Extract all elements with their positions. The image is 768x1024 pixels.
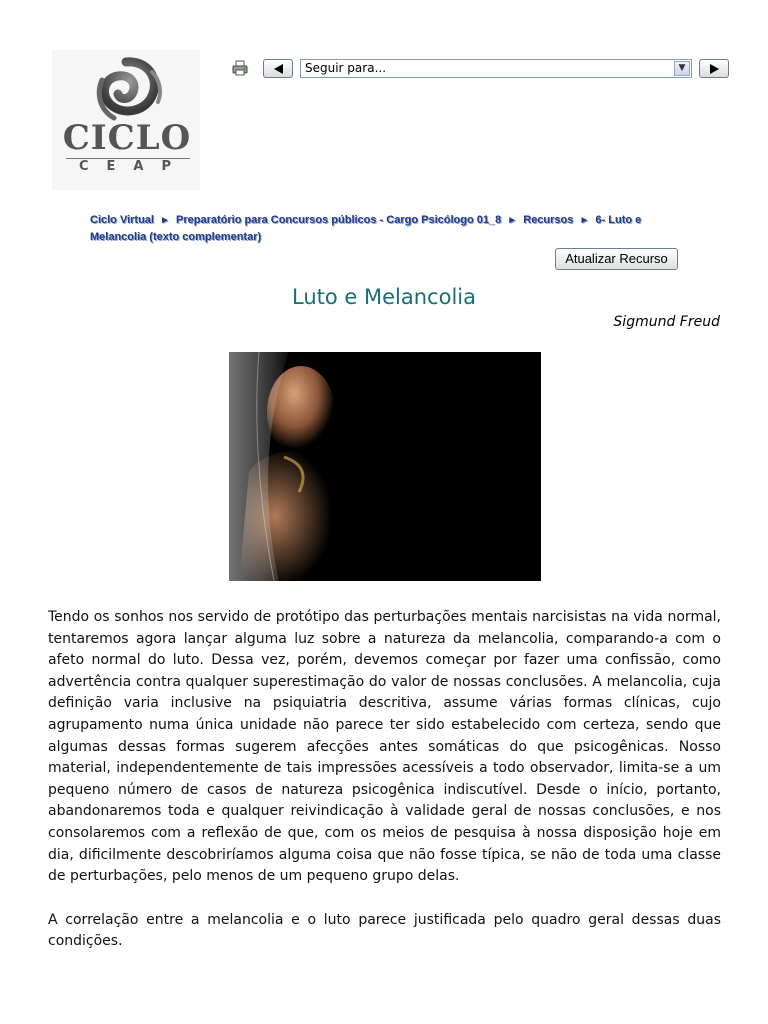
logo-wordmark: CICLO [62,118,192,158]
logo-subtitle: CEAP [66,158,190,174]
author-name: Sigmund Freud [613,314,720,330]
breadcrumb-separator-icon: ► [160,215,170,226]
breadcrumb-link-ciclo-virtual[interactable]: Ciclo Virtual [90,214,154,226]
breadcrumb-link-resources[interactable]: Recursos [523,214,574,226]
update-resource-button[interactable]: Atualizar Recurso [555,248,678,270]
triangle-left-icon [274,64,283,74]
paragraph: Tendo os sonhos nos servido de protótipo das perturbações mentais narcisistas na vida normal, tentaremos agora lançar alguma luz sobre a natureza da melancolia, comparando-a com o afeto normal do luto. Dessa vez, porém, devemos começar por fazer uma confissão, como advertência contra qualquer superestimação do valor de nossas conclusões. A melancolia, cuja definição varia inclusive na psiquiatria descritiva, assume várias formas clínicas, cujo agrupamento numa única unidade não parece ter sido estabelecido com certeza, sendo que algumas dessas formas sugerem afecções antes somáticas do que psicogênicas. Nosso material, independentemente de tais impressões acessíveis a todo observador, limita-se a um pequeno número de casos de natureza psicogênica indiscutível. Desde o início, portanto, abandonaremos toda e qualquer reivindicação à validade geral de nossas conclusões, e nos consolaremos com a reflexão de que, com os meios de pesquisa à nossa disposição hoje em dia, dificilmente descobriríamos alguma coisa que não fosse típica, se não de toda uma classe de perturbações, pelo menos de um pequeno grupo delas. [48,609,721,885]
site-logo[interactable] [52,50,200,190]
jump-to-select[interactable] [300,59,692,78]
breadcrumb-separator-icon: ► [507,215,518,226]
chevron-down-icon[interactable]: ▼ [674,61,690,76]
jump-to-value: Seguir para... [305,61,387,75]
triangle-right-icon [710,64,719,74]
previous-button[interactable] [263,59,293,78]
page-title: Luto e Melancolia [292,285,476,309]
breadcrumb-link-course[interactable]: Preparatório para Concursos públicos - Cargo Psicólogo 01_8 [176,214,502,226]
printer-icon[interactable] [232,60,248,76]
breadcrumb-current: 6- Luto e Melancolia (texto complementar) [90,214,642,243]
paragraph: A correlação entre a melancolia e o luto parece justificada pelo quadro geral dessas duas condições. [48,911,721,950]
article-body [48,607,721,975]
next-button[interactable] [699,59,729,78]
breadcrumb [90,212,690,245]
breadcrumb-separator-icon: ► [579,215,590,226]
article-image [229,352,541,581]
